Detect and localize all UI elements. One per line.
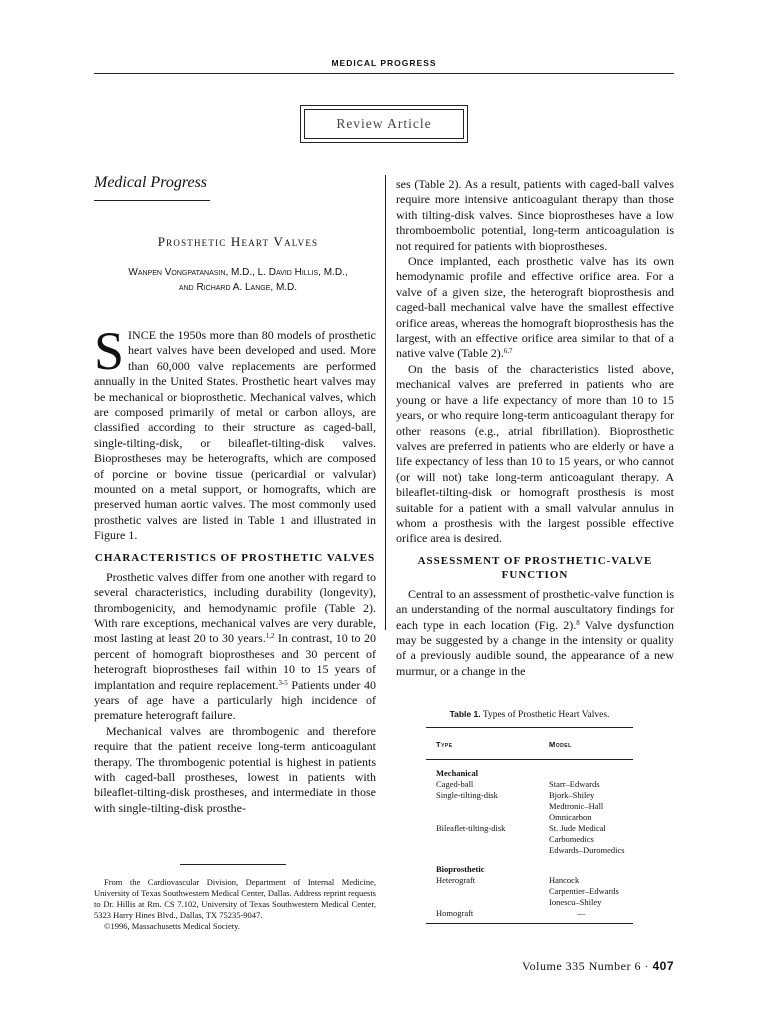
table-group-heading: Bioprosthetic	[436, 864, 485, 874]
valve-model: Omnicarbon	[549, 812, 592, 822]
paragraph: On the basis of the characteristics listed above, mechanical valves are preferred in patients who are young or have a life expectancy of more than 10 to 15 years, or who require long-term anticoagulant therapy for other reasons (e.g., atrial fibrillation). Bioprosthetic valves are preferred in patients who are elderly or have a life expectancy of less than 10 to 15 years, or who cannot (or will not) take long-term anticoagulant therapy. A bileaflet-tilting-disk or homograft prosthesis is most suitable for a patient with a small valvular annulus in whom a prosthesis with the largest possible effective orifice area is desired.	[396, 361, 674, 546]
valve-model: Bjork–Shiley	[549, 790, 595, 800]
citation: 6,7	[503, 347, 513, 356]
valve-model: —	[577, 908, 586, 918]
page-folio	[500, 959, 674, 974]
footnote-copyright: ©1996, Massachusetts Medical Society.	[104, 921, 240, 931]
review-article-badge	[300, 105, 468, 143]
header-rule	[94, 73, 674, 74]
citation: 3-5	[278, 678, 288, 687]
table-row	[426, 779, 633, 790]
paragraph	[94, 570, 376, 724]
table-group-heading: Mechanical	[436, 768, 479, 778]
text-run: Valve dysfunction may be suggested by a change in the intensity or quality of a previously audible sound, the appearance of a new murmur, or a change in the	[396, 617, 674, 678]
paragraph: Mechanical valves are thrombogenic and therefore require that the patient receive long-term anticoagulant therapy. The thrombogenic potential is highest in patients with caged-ball prostheses, lowest in patients with bileaflet-tilting-disk prostheses, and intermediate in those with single-tilting-disk prosthe-	[94, 723, 376, 815]
text-run: Patients under 40 years of age have a particularly high incidence of premature heterograft failure.	[94, 677, 377, 723]
citation: 8	[576, 618, 580, 627]
table-title: Types of Prosthetic Heart Valves.	[482, 710, 610, 720]
intro-text: INCE the 1950s more than 80 models of prosthetic heart valves have been developed and used. More than 60,000 valve replacements are performed annually in the United States. Prosthetic heart valves may be mechanical or bioprosthetic. Mechanical valves, which are composed primarily of metal or carbon alloys, are classified according to their structure as caged-ball, single-tilting-disk, or bileaflet-tilting-disk valves. Bioprostheses may be heterografts, which are composed of porcine or bovine tissue (pericardial or valvular) mounted on a metal support, or homografts, which are preserved human aortic valves. The most commonly used prosthetic valves are listed in Table 1 and illustrated in Figure 1.	[94, 328, 376, 543]
citation: 1,2	[265, 632, 275, 641]
valve-model: Hancock	[549, 875, 580, 885]
right-column	[396, 177, 674, 679]
table-row	[426, 908, 633, 919]
authors-line-1: Wanpen Vongpatanasin, M.D., L. David Hillis, M.D.,	[128, 267, 348, 278]
authors-line-2: and Richard A. Lange, M.D.	[178, 282, 298, 293]
table-label: Table 1.	[449, 709, 481, 719]
review-article-label: Review Article	[304, 109, 464, 139]
page-number: 407	[652, 959, 674, 973]
running-section-label: MEDICAL PROGRESS	[331, 58, 437, 68]
valve-type-cell: Bileaflet-tilting-disk	[436, 823, 506, 833]
valve-model: Carbomedics	[549, 834, 594, 844]
column-divider	[385, 175, 386, 630]
table-body	[426, 760, 633, 919]
valve-type-cell: Caged-ball	[436, 779, 474, 789]
text-run: Prosthetic valves differ from one another with regard to several characteristics, including durability (longevity), thrombogenicity, and hemodynamic profile (Table 2). With rare exceptions, mechanical valves are very durable, most lasting at least 20 to 30 years.	[94, 569, 376, 646]
footnote-rule	[180, 864, 286, 865]
valve-model: Edwards–Duromedics	[549, 845, 625, 855]
column-header-type: Type	[436, 740, 453, 749]
valve-model: Ionescu–Shiley	[549, 897, 602, 907]
table-row	[426, 875, 633, 908]
paragraph	[396, 254, 674, 362]
series-rule	[94, 200, 210, 201]
valve-type-cell: Single-tilting-disk	[436, 790, 498, 800]
section-heading-assessment: ASSESSMENT OF PROSTHETIC-VALVE FUNCTION	[417, 554, 653, 581]
left-column	[94, 321, 377, 816]
valve-model-cell	[549, 823, 633, 856]
table-rule	[426, 923, 633, 924]
valve-model: Starr–Edwards	[549, 779, 600, 789]
section-heading-characteristics: CHARACTERISTICS OF PROSTHETIC VALVES	[94, 551, 376, 564]
footnote-affiliation: From the Cardiovascular Division, Department of Internal Medicine, University of Texas Southwestern Medical Center, Dallas. Address reprint requests to Dr. Hillis at Rm. CS 7.102, University of Texas Southwestern Medical Center, 5323 Harry Hines Blvd., Dallas, TX 75235-9047.	[94, 877, 376, 920]
text-run: Central to an assessment of prosthetic-valve function is an understanding of the normal auscultatory findings for each type in each location (Fig. 2).	[396, 586, 674, 632]
table-caption	[426, 708, 633, 721]
valve-model-cell	[549, 908, 633, 919]
valve-model: St. Jude Medical	[549, 823, 606, 833]
table-1	[426, 708, 633, 924]
volume-number: Volume 335 Number 6 ·	[522, 959, 649, 973]
valve-type-cell: Heterograft	[436, 875, 476, 885]
text-run: Once implanted, each prosthetic valve has its own hemodynamic profile and effective orifice area. For a valve of a given size, the heterograft bioprosthesis and caged-ball mechanical valve have the smallest effective orifice areas, whereas the homograft bioprosthesis has the largest, with an effective orifice area similar to that of a native valve (Table 2).	[396, 254, 674, 361]
table-row	[426, 823, 633, 856]
article-title: Prosthetic Heart Valves	[157, 234, 319, 249]
valve-type-cell: Homograft	[436, 908, 474, 918]
paragraph	[396, 587, 674, 679]
drop-cap: S	[94, 321, 125, 381]
table-row	[426, 790, 633, 823]
table-header	[426, 728, 633, 759]
intro-paragraph	[94, 321, 376, 544]
valve-model-cell	[549, 875, 633, 908]
valve-model-cell	[549, 790, 633, 823]
valve-model-cell	[549, 779, 633, 790]
valve-model: Carpentier–Edwards	[549, 886, 619, 896]
text-run: In contrast, 10 to 20 percent of homograft bioprostheses and 30 percent of heterograft bioprostheses fail within 10 to 15 years of implantation and require replacement.	[94, 631, 377, 692]
paragraph: ses (Table 2). As a result, patients with caged-ball valves require more intensive anticoagulant therapy than those with tilting-disk valves. Since bioprostheses have a low thromboembolic potential, long-term anticoagulation is not required for patients with bioprostheses.	[396, 177, 674, 253]
valve-model: Medtronic–Hall	[549, 801, 604, 811]
footnote	[94, 877, 376, 932]
series-heading: Medical Progress	[94, 174, 208, 191]
author-list	[94, 265, 382, 295]
column-header-model: Model	[549, 740, 572, 749]
